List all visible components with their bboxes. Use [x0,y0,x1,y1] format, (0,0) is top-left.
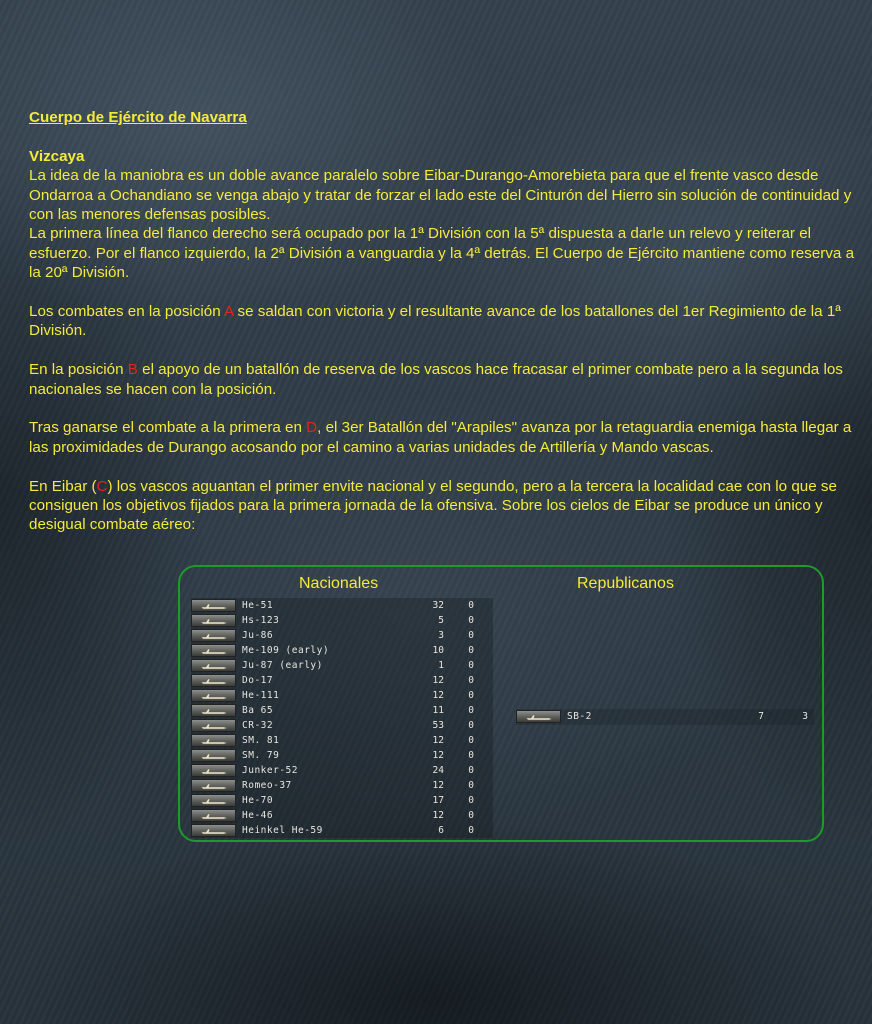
unit-losses: 0 [468,810,474,821]
unit-count: 32 [432,600,444,611]
plane-icon [191,674,236,687]
paragraph-5 [29,418,859,457]
paragraph-4-text-a: En la posición [29,361,128,379]
unit-losses: 0 [468,765,474,776]
paragraph-4-text-b: el apoyo de un batallón de reserva de los vascos hace fracasar el primer combate pero a la segunda los nacionales se hacen con la posición. [29,361,843,398]
unit-count: 17 [432,795,444,806]
unit-count: 53 [432,720,444,731]
unit-count: 12 [432,810,444,821]
position-marker-d: D [306,419,318,437]
paragraph-5-text-a: Tras ganarse el combate a la primera en [29,419,307,437]
unit-row [191,658,493,673]
unit-losses: 0 [468,645,474,656]
unit-name: SB-2 [567,711,592,722]
article-subtitle: Vizcaya [29,147,85,165]
article [29,108,859,535]
unit-row [191,688,493,703]
nacionales-title: Nacionales [299,575,379,592]
position-marker-a: A [224,303,234,321]
paragraph-3 [29,302,859,341]
unit-count: 11 [432,705,444,716]
unit-count: 12 [432,675,444,686]
unit-name: Ba 65 [242,705,274,716]
unit-losses: 0 [468,825,474,836]
unit-count: 7 [758,711,764,722]
unit-losses: 0 [468,780,474,791]
plane-icon [191,629,236,642]
unit-name: Ju-86 [242,630,274,641]
unit-losses: 0 [468,705,474,716]
position-marker-c: C [96,477,108,495]
unit-row [191,733,493,748]
paragraph-3-text-b: se saldan con victoria y el resultante avance de los batallones del 1er Regimiento de la 1ª División. [29,303,841,340]
paragraph-6-text-b: ) los vascos aguantan el primer envite nacional y el segundo, pero a la tercera la localidad cae con lo que se consiguen los objetivos fijados para la primera jornada de la ofensiva. Sobre los cielos de Eibar se produce un único y desigual combate aéreo: [29,477,837,534]
unit-name: Hs-123 [242,615,280,626]
plane-icon [191,614,236,627]
unit-losses: 0 [468,750,474,761]
unit-row [191,823,493,838]
unit-row [191,748,493,763]
unit-count: 24 [432,765,444,776]
unit-losses: 0 [468,735,474,746]
unit-name: CR-32 [242,720,274,731]
nacionales-unit-list [191,598,493,838]
unit-row [191,793,493,808]
unit-row [191,613,493,628]
unit-row [516,709,814,724]
paragraph-4 [29,360,859,399]
unit-row [191,628,493,643]
article-title: Cuerpo de Ejército de Navarra [29,109,247,126]
unit-count: 10 [432,645,444,656]
unit-name: Heinkel He-59 [242,825,323,836]
paragraph-2: La primera línea del flanco derecho será ocupado por la 1ª División con la 5ª dispuesta a darle un relevo y reiterar el esfuerzo. Por el flanco izquierdo, la 2ª División a vanguardia y la 4ª detrás. El Cuerpo de Ejército mantiene como reserva a la 20ª División. [29,225,855,282]
unit-name: Romeo-37 [242,780,292,791]
plane-icon [191,704,236,717]
plane-icon [191,824,236,837]
unit-row [191,763,493,778]
unit-name: Junker-52 [242,765,298,776]
plane-icon [191,809,236,822]
air-combat-panel [178,565,824,842]
paragraph-6 [29,477,859,535]
unit-row [191,598,493,613]
plane-icon [516,710,561,723]
paragraph-3-text-a: Los combates en la posición [29,303,225,321]
unit-losses: 0 [468,615,474,626]
unit-losses: 0 [468,660,474,671]
unit-name: Do-17 [242,675,274,686]
unit-row [191,808,493,823]
unit-count: 12 [432,780,444,791]
unit-name: He-46 [242,810,274,821]
plane-icon [191,644,236,657]
plane-icon [191,719,236,732]
unit-row [191,643,493,658]
unit-losses: 0 [468,675,474,686]
unit-count: 12 [432,750,444,761]
paragraph-5-text-b: , el 3er Batallón del "Arapiles" avanza por la retaguardia enemiga hasta llegar a las proximidades de Durango acosando por el camino a varias unidades de Artillería y Mando vascas. [29,419,852,456]
position-marker-b: B [127,361,138,379]
paragraph-6-text-a: En Eibar ( [29,477,97,495]
plane-icon [191,749,236,762]
plane-icon [191,734,236,747]
unit-name: He-111 [242,690,280,701]
unit-losses: 0 [468,630,474,641]
unit-row [191,718,493,733]
plane-icon [191,779,236,792]
unit-losses: 3 [802,711,808,722]
plane-icon [191,659,236,672]
unit-count: 1 [438,660,444,671]
unit-name: He-51 [242,600,274,611]
plane-icon [191,794,236,807]
plane-icon [191,689,236,702]
unit-count: 6 [438,825,444,836]
unit-row [191,778,493,793]
unit-count: 5 [438,615,444,626]
unit-count: 12 [432,690,444,701]
unit-count: 3 [438,630,444,641]
paragraph-1: La idea de la maniobra es un doble avance paralelo sobre Eibar-Durango-Amorebieta para que el frente vasco desde Ondarroa a Ochandiano se venga abajo y tratar de forzar el lado este del Cinturón del Hierro sin solución de continuidad y con las menores defensas posibles. [29,167,852,224]
unit-name: Me-109 (early) [242,645,330,656]
unit-row [191,703,493,718]
plane-icon [191,599,236,612]
unit-row [191,673,493,688]
unit-losses: 0 [468,690,474,701]
unit-losses: 0 [468,720,474,731]
republicanos-title: Republicanos [577,575,674,592]
unit-name: Ju-87 (early) [242,660,323,671]
republicanos-unit-list [516,709,814,724]
unit-count: 12 [432,735,444,746]
unit-name: SM. 79 [242,750,280,761]
unit-name: He-70 [242,795,274,806]
plane-icon [191,764,236,777]
unit-losses: 0 [468,795,474,806]
unit-name: SM. 81 [242,735,280,746]
unit-losses: 0 [468,600,474,611]
